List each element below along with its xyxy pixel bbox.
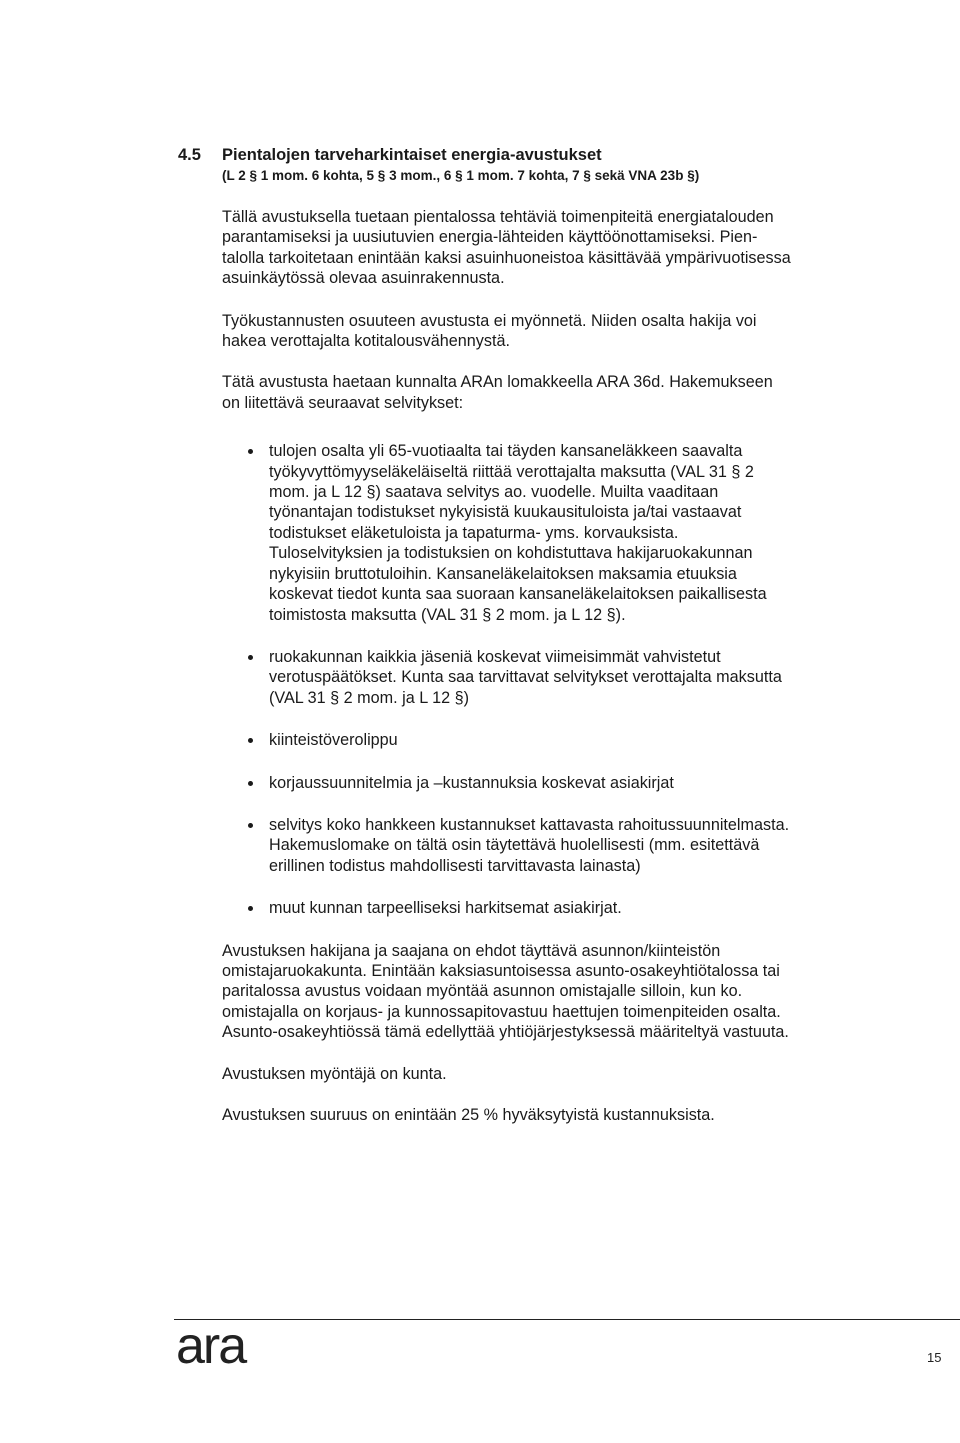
paragraph-amount: Avustuksen suuruus on enintään 25 % hyväksytyistä kustannuksista.	[222, 1106, 715, 1124]
bullet-icon	[248, 823, 253, 828]
bullet-icon	[248, 655, 253, 660]
paragraph-labour-costs: Työkustannusten osuuteen avustusta ei myönnetä. Niiden osalta hakija voi hakea verottajalta kotitalousvähennystä.	[222, 311, 757, 351]
paragraph-grantor: Avustuksen myöntäjä on kunta.	[222, 1064, 447, 1083]
paragraph-application: Tätä avustusta haetaan kunnalta ARAn lomakkeella ARA 36d. Hakemukseen on liitettävä seuraavat selvitykset:	[222, 373, 773, 412]
section-heading	[178, 145, 898, 185]
list-item: muut kunnan tarpeelliseksi harkitsemat asiakirjat.	[222, 898, 872, 918]
page-number: 15	[927, 1350, 942, 1365]
list-item: tulojen osalta yli 65-vuotiaalta tai täyden kansaneläkkeen saavalta työkyvyttömyyseläkeläiseltä riittää verottajalta maksutta (VAL 31 § 2 mom. ja L 12 §) saatava selvitys ao. vuodelle. Muilta vaaditaan työnantajan todistukset nykyisistä kuukausituloista ja/tai vastaavat todistukset eläketuloista ja tapaturma- yms. korvauksista. Tuloselvityksien ja todistuksien on kohdistuttava hakijaruokakunnan nykyisiin bruttotuloihin. Kansaneläkelaitoksen maksamia etuuksia koskevat tiedot kunta saa suoraan kansaneläkelaitoksen paikallisesta toimistosta maksutta (VAL 31 § 2 mom. ja L 12 §).	[222, 441, 872, 625]
list-item: selvitys koko hankkeen kustannukset kattavasta rahoitussuunnitelmasta. Hakemuslomake on tältä osin täytettävä huolellisesti (mm. esitettävä erillinen todistus mahdollisesti tarvittavasta lainasta)	[222, 815, 872, 876]
bullet-icon	[248, 781, 253, 786]
bullet-icon	[248, 906, 253, 911]
list-item: korjaussuunnitelmia ja –kustannuksia koskevat asiakirjat	[222, 773, 872, 793]
section-title: Pientalojen tarveharkintaiset energia-avustukset	[222, 146, 602, 164]
footer-divider	[174, 1319, 960, 1320]
bullet-icon	[248, 738, 253, 743]
paragraph-intro: Tällä avustuksella tuetaan pientalossa tehtäviä toimenpiteitä energiatalouden parantamiseksi ja uusiutuvien energia-lähteiden käyttöönottamiseksi. Pien- talolla tarkoitetaan enintään kaksi asuinhuoneistoa käsittävää ympärivuotisessa asuinkäytössä olevaa asuinrakennusta.	[222, 208, 791, 288]
required-documents-list	[222, 441, 872, 918]
bullet-icon	[248, 449, 253, 454]
ara-logo: ara	[176, 1317, 246, 1375]
list-item: ruokakunnan kaikkia jäseniä koskevat viimeisimmät vahvistetut verotuspäätökset. Kunta saa tarvittavat selvitykset verottajalta maksutta (VAL 31 § 2 mom. ja L 12 §)	[222, 647, 872, 708]
paragraph-applicant: Avustuksen hakijana ja saajana on ehdot täyttävä asunnon/kiinteistön omistajaruokakunta. Enintään kaksiasuntoisessa asunto-osakeyhtiötalossa tai paritalossa avustus voidaan myöntää asunnon omistajalle silloin, kun ko. omistajalla on korjaus- ja kunnossapitovastuu haettujen toimenpiteiden osalta. Asunto-osakeyhtiössä tämä edellyttää yhtiöjärjestyksessä määriteltyä vastuuta.	[222, 941, 789, 1042]
document-body	[222, 207, 872, 1125]
legal-reference: (L 2 § 1 mom. 6 kohta, 5 § 3 mom., 6 § 1 mom. 7 kohta, 7 § sekä VNA 23b §)	[222, 168, 700, 183]
list-item: kiinteistöverolippu	[222, 730, 872, 750]
section-number: 4.5	[178, 146, 201, 164]
